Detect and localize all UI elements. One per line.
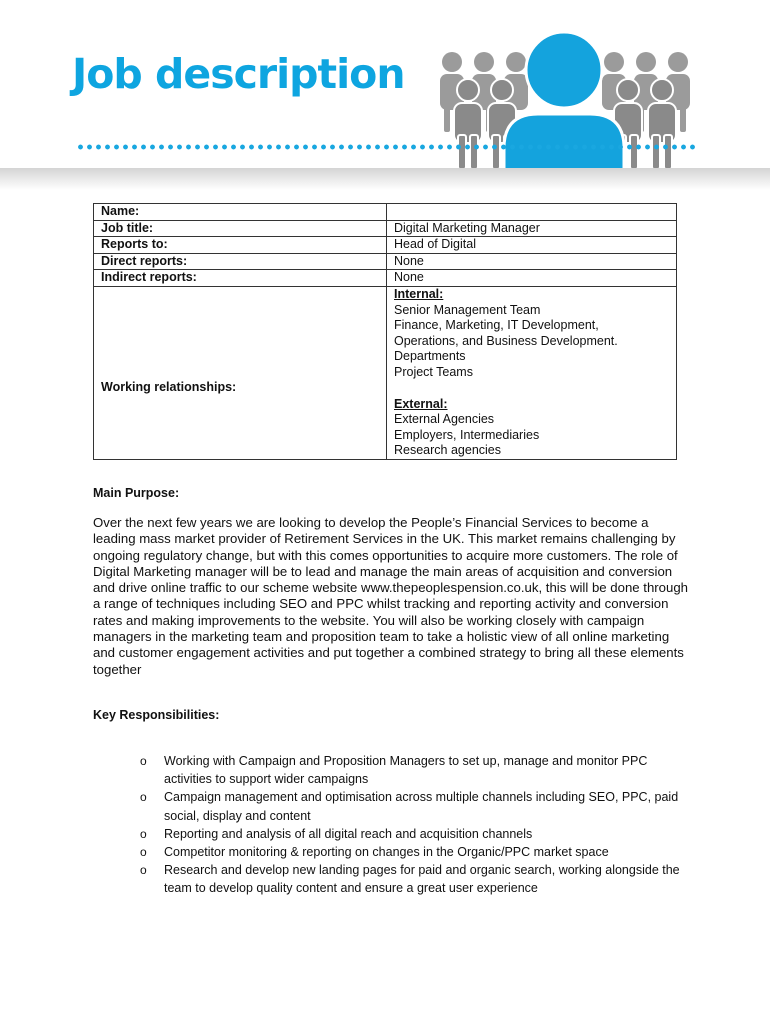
job-info-table	[93, 203, 677, 460]
responsibilities-list	[140, 752, 685, 898]
internal-item: Project Teams	[394, 364, 473, 379]
external-item: Research agencies	[394, 443, 502, 458]
direct-reports-value: None	[387, 253, 677, 270]
internal-item: Departments	[394, 349, 466, 364]
people-group-icon	[428, 30, 700, 180]
main-purpose-text: Over the next few years we are looking to develop the People’s Financial Services to become a leading mass market provider of Retirement Services in the UK. This market remains challenging by ongoing regulatory change, but with this comes opportunities to acquire more customers. The role of Digital Marketing manager will be to lead and manage the main areas of acquisition and conversion and drive online traffic to our scheme website www.thepeoplespension.co.uk, this will be done through a range of techniques including SEO and PPC whilst tracking and reporting activity and conversion rates and making improvements to the website. You will also be working closely with campaign managers in the marketing team and proposition team to take a holistic view of all online marketing and customer engagement activities and put together a combined strategy to bring all these elements together	[93, 515, 689, 677]
table-row-reports-to	[94, 237, 677, 254]
internal-heading: Internal:	[394, 286, 444, 301]
working-relationships-value	[387, 286, 677, 459]
key-responsibilities-heading: Key Responsibilities:	[93, 708, 220, 722]
list-item: o Campaign management and optimisation across multiple channels including SEO, PPC, paid social, display and content	[140, 788, 685, 824]
list-item: o Research and develop new landing pages for paid and organic search, working alongside the team to develop quality content and ensure a great user experience	[140, 861, 685, 897]
header-shadow-band	[0, 168, 770, 190]
external-item: External Agencies	[394, 412, 495, 427]
working-relationships-label: Working relationships:	[94, 286, 387, 459]
list-item: o Competitor monitoring & reporting on changes in the Organic/PPC market space	[140, 843, 685, 861]
table-row-job-title	[94, 220, 677, 237]
list-item: o Working with Campaign and Proposition Managers to set up, manage and monitor PPC activities to support wider campaigns	[140, 752, 685, 788]
indirect-reports-value: None	[387, 270, 677, 287]
page-header	[0, 0, 770, 190]
list-item: o Reporting and analysis of all digital reach and acquisition channels	[140, 825, 685, 843]
table-row-name	[94, 204, 677, 221]
reports-to-value: Head of Digital	[387, 237, 677, 254]
name-label: Name:	[94, 204, 387, 221]
indirect-reports-label: Indirect reports:	[94, 270, 387, 287]
reports-to-label: Reports to:	[94, 237, 387, 254]
main-purpose-heading: Main Purpose:	[93, 486, 180, 500]
internal-item: Finance, Marketing, IT Development,	[394, 318, 599, 333]
internal-item: Operations, and Business Development.	[394, 333, 618, 348]
internal-item: Senior Management Team	[394, 302, 541, 317]
page-title: Job description	[72, 50, 405, 98]
external-heading: External:	[394, 396, 448, 411]
name-value	[387, 204, 677, 221]
job-title-value: Digital Marketing Manager	[387, 220, 677, 237]
dotted-divider	[76, 144, 696, 150]
external-item: Employers, Intermediaries	[394, 427, 540, 442]
table-row-direct-reports	[94, 253, 677, 270]
direct-reports-label: Direct reports:	[94, 253, 387, 270]
table-row-indirect-reports	[94, 270, 677, 287]
job-title-label: Job title:	[94, 220, 387, 237]
table-row-working-relationships	[94, 286, 677, 459]
